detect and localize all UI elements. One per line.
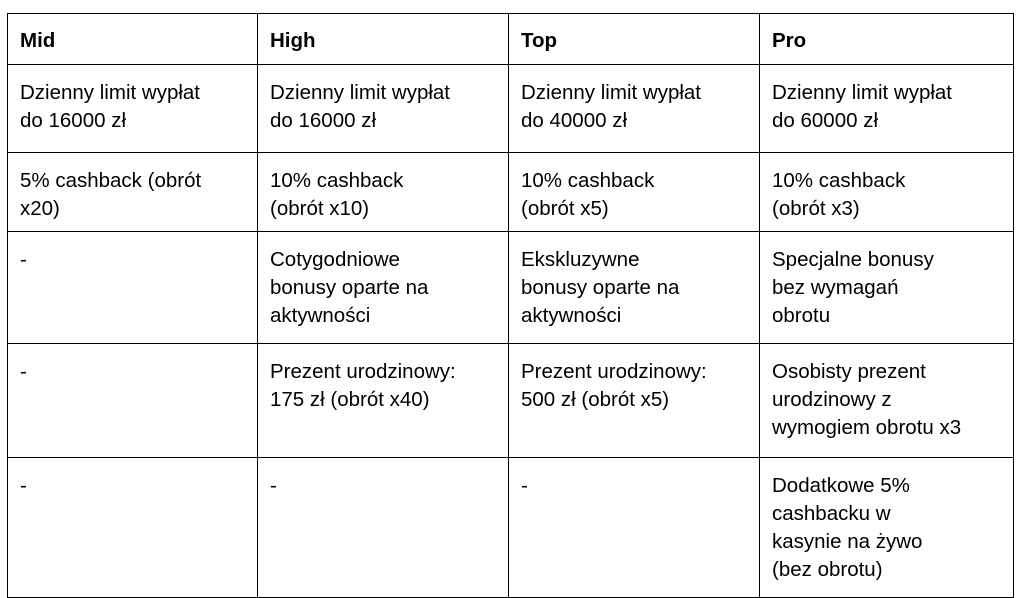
table-cell: Dodatkowe 5% cashbacku w kasynie na żywo (bez obrotu) [760,458,1014,598]
table-cell: Prezent urodzinowy: 500 zł (obrót x5) [509,344,760,458]
header-row [8,14,1014,65]
table-cell: Dzienny limit wypłat do 40000 zł [509,65,760,153]
table-cell: Dzienny limit wypłat do 16000 zł [258,65,509,153]
column-header-pro: Pro [760,14,1014,65]
table-row-live-casino-cashback [8,458,1014,598]
table-row-birthday-gift [8,344,1014,458]
table-cell: 10% cashback (obrót x5) [509,153,760,232]
column-header-high: High [258,14,509,65]
table-cell: Dzienny limit wypłat do 16000 zł [8,65,258,153]
vip-tier-comparison-table [7,13,1014,598]
table-row-withdrawal-limit [8,65,1014,153]
table-cell: Specjalne bonusy bez wymagań obrotu [760,232,1014,344]
table-cell: - [8,458,258,598]
table-cell: - [8,232,258,344]
table-cell: 5% cashback (obrót x20) [8,153,258,232]
table-row-cashback [8,153,1014,232]
table-cell: Osobisty prezent urodzinowy z wymogiem obrotu x3 [760,344,1014,458]
table-cell: 10% cashback (obrót x3) [760,153,1014,232]
table-cell: Prezent urodzinowy: 175 zł (obrót x40) [258,344,509,458]
table-cell: - [509,458,760,598]
table-cell: Ekskluzywne bonusy oparte na aktywności [509,232,760,344]
table-cell: - [258,458,509,598]
column-header-top: Top [509,14,760,65]
column-header-mid: Mid [8,14,258,65]
table-cell: Dzienny limit wypłat do 60000 zł [760,65,1014,153]
table-cell: Cotygodniowe bonusy oparte na aktywności [258,232,509,344]
table-cell: - [8,344,258,458]
table-row-bonuses [8,232,1014,344]
table-cell: 10% cashback (obrót x10) [258,153,509,232]
